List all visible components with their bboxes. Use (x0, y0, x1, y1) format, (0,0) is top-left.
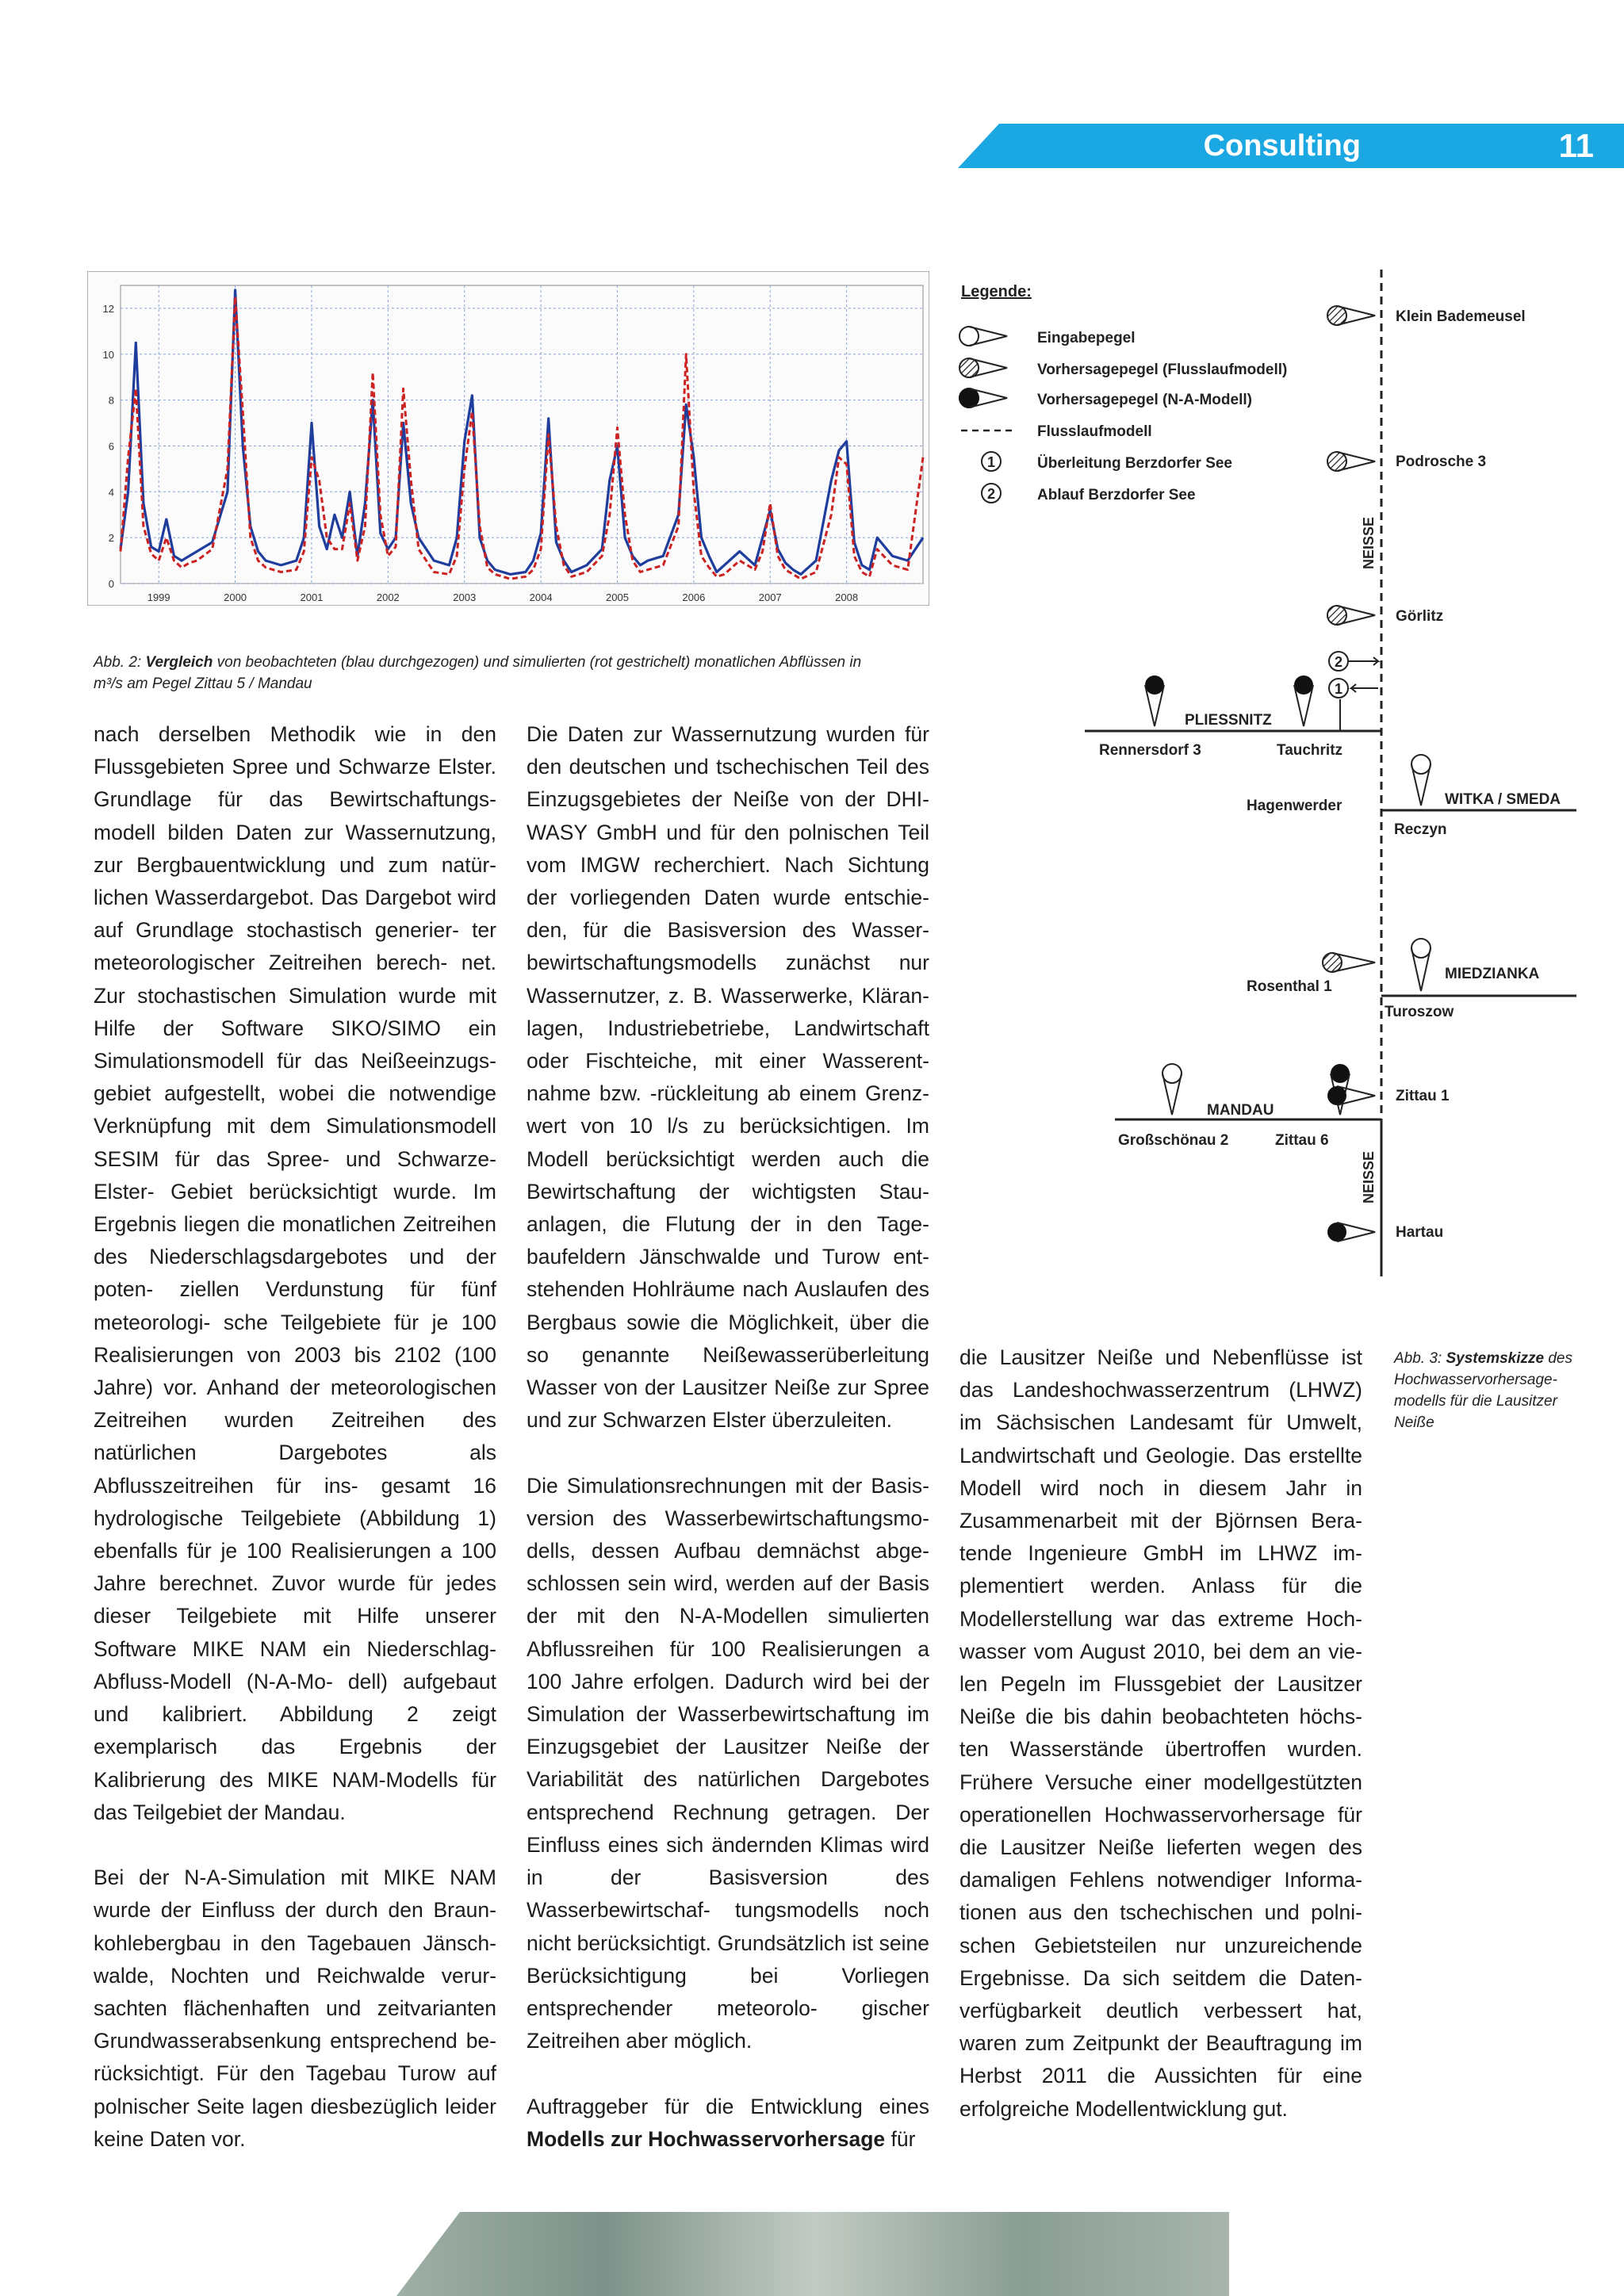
text-line: Ergebnisse. Da sich seitdem die Daten- (959, 1965, 1362, 1990)
text-line: stehenden Hohlräume nach Auslaufen des (527, 1277, 929, 1302)
text-line: verfügbarkeit deutlich verbessert hat, (959, 1999, 1362, 2023)
text-line: modell bilden Daten zur Wassernutzung, (94, 820, 496, 844)
text-line: Grundwasserabsenkung entsprechend be- (94, 2029, 496, 2053)
gauge-miedzianka (1411, 939, 1431, 991)
text-line: Jahre erfolgen. Dadurch wird bei der (571, 1669, 929, 1693)
text-line: anlagen, die Flutung der in den Tage- (527, 1212, 929, 1237)
text-line: Bergbaus sowie die Möglichkeit, über die (527, 1310, 929, 1334)
text-line: Verknüpfung mit dem Simulationsmodell (94, 1114, 496, 1138)
text-line: der mit den N-A-Modellen simulierten (527, 1604, 929, 1628)
figure-2-caption (94, 652, 934, 695)
text-line: mit Hilfe unserer Software MIKE NAM ein (94, 1604, 496, 1661)
label-podrosche: Podrosche 3 (1396, 453, 1487, 470)
text-column-2 (527, 718, 929, 2188)
text-line: kohlebergbau in den Tagebauen Jänsch- (94, 1931, 496, 1955)
caption3-label: Abb. 3: (1394, 1350, 1442, 1367)
label-neisse-bottom: NEISSE (1361, 1150, 1377, 1203)
text-line: wurde der Einfluss der durch den Braun- (94, 1898, 496, 1923)
text-line: im Herbst 2011 die Aussichten für eine (959, 2031, 1362, 2088)
gauge-rennersdorf (1145, 675, 1164, 726)
text-line: Bewirtschaftung der wichtigsten Stau- (527, 1179, 929, 1203)
text-line: nahme bzw. -rückleitung ab einem Grenz- (527, 1081, 929, 1106)
gauge-tauchritz (1294, 675, 1313, 726)
label-hagenwerder: Hagenwerder (1247, 798, 1342, 814)
system-diagram-svg (950, 270, 1576, 1276)
x-tick-label: 2005 (606, 591, 629, 603)
gauge-podrosche (1327, 452, 1375, 471)
text-line: Neiße die bis dahin beobachteten höchs- (959, 1705, 1362, 1729)
legend-symbol-forecast-routing (959, 358, 1007, 377)
x-tick-label: 2003 (453, 591, 477, 603)
text-line: operationellen Hochwasservorhersage für (959, 1802, 1362, 1827)
x-tick-label: 2008 (835, 591, 859, 603)
text-line: dells, dessen Aufbau demnächst abge- (527, 1539, 929, 1563)
text-line: Realisierungen a 100 Jahre berechnet. (94, 1539, 496, 1596)
x-tick-label: 1999 (147, 591, 170, 603)
x-tick-label: 2004 (529, 591, 553, 603)
text-line: wert von 10 l/s zu berücksichtigen. Im (527, 1114, 929, 1138)
text-line: Die Daten zur Wassernutzung wurden für (527, 722, 929, 746)
text-line: Die Simulationsrechnungen mit der Basis- (527, 1473, 929, 1498)
label-witka: WITKA / SMEDA (1445, 791, 1561, 808)
text-line: das Teilgebiet der Mandau. (94, 1800, 346, 1824)
text-line: Variabilität des natürlichen Dargebotes (527, 1767, 929, 1792)
text-line: polnischer Seite lagen diesbezüglich leider (94, 2094, 496, 2118)
label-grossschoenau: Großschönau 2 (1118, 1132, 1229, 1149)
caption-label: Abb. 2: (94, 654, 142, 671)
legend-item-forecast-na: Vorhersagepegel (N-A-Modell) (1037, 392, 1252, 408)
text-line: walde, Nochten und Reichwalde verur- (94, 1963, 496, 1988)
text-line: schen Gebietsteilen nur unzureichende (959, 1933, 1362, 1957)
label-rennersdorf: Rennersdorf 3 (1099, 742, 1201, 759)
text-line: Landwirtschaft und Geologie. Das erstellte (959, 1443, 1362, 1468)
text-line: Simulation der Wasserbewirtschaftung im (527, 1702, 929, 1727)
chart-frame (87, 271, 929, 606)
text-line: Frühere Versuche einer modellgestützten (959, 1770, 1362, 1794)
text-line: Wasser von der Lausitzer Neiße zur Spree (527, 1376, 929, 1400)
gauge-hartau (1327, 1223, 1375, 1242)
x-tick-label: 2002 (376, 591, 400, 603)
text-line: Zuvor wurde für jedes dieser Teilgebiete (94, 1571, 497, 1628)
text-line: wasser vom August 2010, bei dem an vie- (959, 1639, 1362, 1663)
text-line: version des Wasserbewirtschaftungsmo- (527, 1506, 929, 1530)
text-line: Grundsätzlich ist seine Berücksichtigung (527, 1931, 929, 1988)
caption3-l1: des (1548, 1350, 1572, 1367)
text-line: gesamt 16 hydrologische Teilgebiete (94, 1473, 496, 1530)
label-hartau: Hartau (1396, 1224, 1444, 1241)
paragraph (94, 718, 496, 1829)
arrow-transfer (1351, 684, 1378, 692)
figure-3-system-diagram (950, 270, 1576, 1276)
legend-num-2: 2 (986, 486, 996, 502)
text-line: schlossen sein wird, werden auf der Basis (527, 1571, 929, 1596)
text-line: entsprechend Rechnung getragen. Der (527, 1800, 929, 1824)
y-tick-label: 0 (108, 578, 114, 590)
gauge-goerlitz (1327, 606, 1375, 625)
text-line: Simulationsmodell für das Neißeeinzugs- (94, 1049, 496, 1073)
legend-item-forecast-routing: Vorhersagepegel (Flusslaufmodell) (1037, 362, 1288, 378)
paragraph (527, 2091, 929, 2156)
page-number: 11 (1558, 127, 1594, 164)
x-tick-label: 2000 (224, 591, 247, 603)
figure-2-chart (87, 271, 929, 606)
text-line: die Lausitzer Neiße lieferten wegen des (959, 1835, 1362, 1860)
bold-phrase: Modells zur Hochwasservorhersage (527, 2126, 886, 2151)
text-line: wird auf Grundlage stochastisch generier- (94, 886, 496, 943)
caption3-l4: Neiße (1394, 1414, 1434, 1431)
text-line: Niederschlag-Abfluss-Modell (N-A-Mo- (94, 1636, 496, 1693)
label-pliessnitz: PLIESSNITZ (1185, 712, 1272, 729)
text-line: Wassernutzer, z. B. Wasserwerke, Kläran- (527, 983, 929, 1008)
text-line: ziellen Verdunstung für fünf meteorologi- (94, 1277, 496, 1334)
text-line: bewirtschaftungsmodells zunächst nur (527, 951, 929, 975)
y-tick-label: 8 (108, 394, 114, 407)
legend-symbol-forecast-na (959, 388, 1007, 408)
caption3-l3: modells für die Lausitzer (1394, 1393, 1557, 1410)
text-line: gischer Zeitreihen aber möglich. (527, 1996, 929, 2053)
caption-bold: Vergleich (145, 654, 213, 671)
label-miedzianka: MIEDZIANKA (1445, 966, 1540, 982)
text-line: sachten flächenhaften und zeitvarianten (94, 1996, 496, 2020)
legend-item-input: Eingabepegel (1037, 330, 1136, 346)
text-line: Abflussreihen für 100 Realisierungen a 100 (527, 1636, 929, 1693)
text-line: ter meteorologischer Zeitreihen berech- (94, 918, 496, 975)
text-line: tende Ingenieure GmbH im LHWZ im- (959, 1541, 1362, 1566)
text-line: baufeldern Jänschwalde und Turow ent- (527, 1245, 929, 1269)
caption3-bold: Systemskizze (1446, 1350, 1545, 1367)
text-line: Flussgebieten Spree und Schwarze Elster. (94, 755, 496, 779)
label-goerlitz: Görlitz (1396, 608, 1444, 625)
text-line: net. Zur stochastischen Simulation wurde (94, 951, 496, 1008)
text-line: vom IMGW recherchiert. Nach Sichtung (527, 852, 929, 877)
label-reczyn: Reczyn (1394, 821, 1447, 838)
text-line: SESIM für das Spree- und Schwarze-Elster- (94, 1146, 496, 1203)
y-tick-label: 6 (108, 440, 114, 453)
text-line: den, für die Basisversion des Wasser- (527, 918, 929, 943)
text-line: Modell berücksichtigt werden auch die (527, 1146, 929, 1171)
label-tauchritz: Tauchritz (1277, 742, 1343, 759)
text-line: Zusammenarbeit mit der Björnsen Bera- (959, 1509, 1362, 1533)
text-line: Modellerstellung war das extreme Hoch- (959, 1606, 1362, 1631)
arrow-outflow (1348, 657, 1378, 665)
text-line: Gebiet berücksichtigt wurde. Im Ergebnis (94, 1179, 496, 1237)
text-line: mit Hilfe der Software SIKO/SIMO ein (94, 983, 496, 1040)
y-tick-label: 10 (102, 348, 114, 361)
text-line: 2 zeigt exemplarisch das Ergebnis der (94, 1702, 496, 1759)
gauge-klein-bademeusel (1327, 306, 1375, 325)
text-line: nach derselben Methodik wie in den (94, 722, 496, 746)
figure-3-caption (1394, 1348, 1584, 1433)
paragraph (527, 718, 929, 1437)
text-line: oder Fischteiche, mit einer Wasserent- (527, 1049, 929, 1073)
text-line: im Sächsischen Landesamt für Umwelt, (959, 1410, 1362, 1435)
label-rosenthal: Rosenthal 1 (1247, 978, 1332, 995)
caption-line-2: m³/s am Pegel Zittau 5 / Mandau (94, 675, 312, 692)
marker-1-num: 1 (1334, 681, 1343, 697)
text-line: Grundlage für das Bewirtschaftungs- (94, 787, 496, 812)
text-line: ten Wasserstände übertroffen wurden. (959, 1737, 1362, 1762)
text-line: der vorliegenden Daten wurde entschie- (527, 886, 929, 910)
text-line: waren zum Zeitpunkt der Beauftragung (959, 2031, 1332, 2056)
text-line: den deutschen und tschechischen Teil des (527, 755, 929, 779)
legend-item-outflow: Ablauf Berzdorfer See (1037, 487, 1196, 503)
text-line: Einzugsgebietes der Neiße von der DHI- (527, 787, 929, 812)
label-neisse-top: NEISSE (1361, 516, 1377, 569)
text-line: Dargebotes als Abflusszeitreihen für ins- (94, 1441, 496, 1498)
paragraph (959, 1341, 1362, 2126)
paragraph (94, 1862, 496, 2156)
gauge-witka (1411, 755, 1431, 806)
text-line: (Abbildung 1) ebenfalls für je 100 (94, 1506, 496, 1563)
text-line: tionen aus den tschechischen und polni- (959, 1900, 1362, 1925)
text-line: wurden Zeitreihen des natürlichen (94, 1408, 496, 1465)
text-line: Einfluss eines sich ändernden Klimas wird (527, 1832, 929, 1857)
text-column-3 (959, 1341, 1362, 2158)
text-line: Einzugsgebiet der Lausitzer Neiße der (527, 1735, 929, 1759)
text-line: die Lausitzer Neiße und Nebenflüsse ist (959, 1345, 1362, 1369)
text-line: WASY GmbH und für den polnischen Teil (527, 820, 929, 844)
x-tick-label: 2001 (300, 591, 324, 603)
text-line: und zur Schwarzen Elster überzuleiten. (527, 1408, 893, 1433)
label-mandau: MANDAU (1207, 1102, 1274, 1119)
text-line: das Landeshochwasserzentrum (LHWZ) (959, 1378, 1362, 1402)
label-klein-bademeusel: Klein Bademeusel (1396, 308, 1526, 325)
text-line: Bei der N-A-Simulation mit MIKE NAM (94, 1866, 496, 1890)
text-line: für (885, 2126, 916, 2151)
text-line: Kalibrierung des MIKE NAM-Modells für (94, 1767, 496, 1792)
caption3-l2: Hochwasservorhersage- (1394, 1372, 1557, 1388)
text-line: Anhand der meteorologischen Zeitreihen (94, 1376, 496, 1433)
paragraph (527, 1470, 929, 2058)
legend-num-1: 1 (986, 454, 996, 470)
legend-symbol-input (959, 327, 1007, 346)
y-tick-label: 2 (108, 532, 114, 545)
text-line: plementiert werden. Anlass für die (959, 1574, 1362, 1598)
text-line: keine Daten vor. (94, 2126, 246, 2151)
gauge-grossschoenau (1162, 1064, 1182, 1115)
discharge-chart-svg (87, 271, 929, 606)
text-line: len Pegeln im Flussgebiet der Lausitzer (959, 1672, 1362, 1697)
text-line: Auftraggeber für die Entwicklung eines (527, 2094, 929, 2118)
text-line: tungsmodells noch nicht berücksichtigt. (527, 1898, 929, 1955)
text-line: liegen die monatlichen Zeitreihen des (94, 1212, 496, 1269)
y-tick-label: 4 (108, 486, 114, 499)
gauge-rosenthal (1323, 953, 1375, 972)
x-tick-label: 2007 (758, 591, 782, 603)
legend-item-transfer: Überleitung Berzdorfer See (1037, 455, 1232, 472)
legend-item-routing: Flusslaufmodell (1037, 423, 1152, 440)
text-line: von 2003 bis 2102 (100 Jahre) vor. (94, 1342, 496, 1400)
text-line: bei Vorliegen entsprechender meteorolo- (527, 1963, 929, 2020)
label-zittau6: Zittau 6 (1275, 1132, 1329, 1149)
gauge-zittau1 (1327, 1086, 1375, 1105)
text-line: dell) aufgebaut und kalibriert. Abbildung (94, 1669, 496, 1727)
marker-2-num: 2 (1334, 654, 1343, 670)
text-line: lagen, Industriebetriebe, Landwirtschaft (527, 1016, 929, 1040)
text-line: rücksichtigt. Für den Tagebau Turow auf (94, 2061, 496, 2086)
text-line: damaligen Fehlens notwendiger Informa- (959, 1868, 1362, 1892)
text-line: lichen Wasserdargebot. Das Dargebot (94, 886, 452, 910)
caption-line-1: von beobachteten (blau durchgezogen) und simulierten (rot gestrichelt) monatlichen Abflüssen in (216, 654, 862, 671)
y-tick-label: 12 (102, 302, 114, 315)
text-line: gebiet aufgestellt, wobei die notwendige (94, 1081, 496, 1106)
text-line: zur Bergbauentwicklung und zum natür- (94, 852, 496, 877)
text-line: sche Teilgebiete für je 100 Realisierungen (94, 1310, 496, 1367)
legend-title: Legende: (961, 283, 1032, 300)
text-line: in der Basisversion des Wasserbewirtschaf- (527, 1866, 929, 1923)
label-turoszow: Turoszow (1385, 1004, 1454, 1020)
x-tick-label: 2006 (682, 591, 706, 603)
label-zittau1: Zittau 1 (1396, 1088, 1450, 1104)
bottom-photo-strip (396, 2212, 1229, 2296)
section-title: Consulting (1203, 129, 1361, 163)
text-line: Niederschlagsdargebotes und der poten- (94, 1245, 496, 1302)
text-column-1 (94, 718, 496, 2188)
text-line: Modell wird noch in diesem Jahr in (959, 1475, 1362, 1500)
text-line: so genannte Neißewasserüberleitung (527, 1342, 929, 1367)
text-line: erfolgreiche Modellentwicklung gut. (959, 2096, 1288, 2121)
